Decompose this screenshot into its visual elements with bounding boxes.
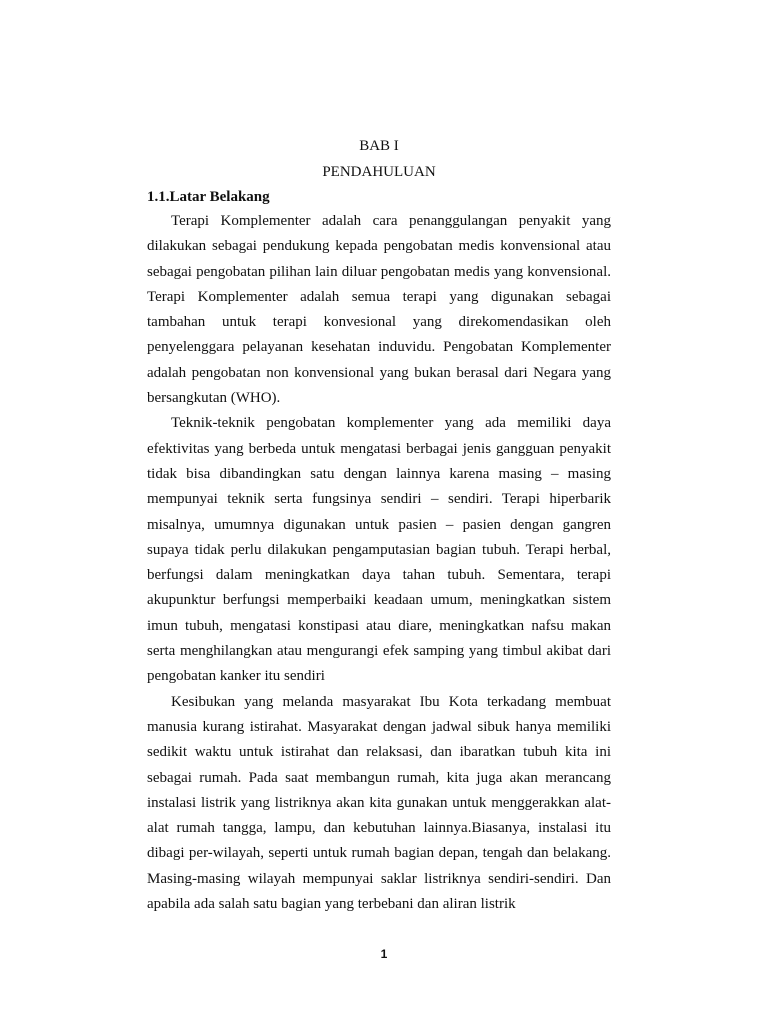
page-number: 1 <box>380 947 388 961</box>
paragraph-2: Teknik-teknik pengobatan komplementer yang ada memiliki daya efektivitas yang berbeda untuk mengatasi berbagai jenis gangguan penyakit tidak bisa dibandingkan satu dengan lainnya karena masing – masing mempunyai teknik serta fungsinya sendiri – sendiri. Terapi hiperbarik misalnya, umumnya digunakan untuk pasien – pasien dengan gangren supaya tidak perlu dilakukan pengamputasian bagian tubuh. Terapi herbal, berfungsi dalam meningkatkan daya tahan tubuh. Sementara, terapi akupunktur berfungsi memperbaiki keadaan umum, meningkatkan sistem imun tubuh, mengatasi konstipasi atau diare, meningkatkan nafsu makan serta menghilangkan atau mengurangi efek samping yang timbul akibat dari pengobatan kanker itu sendiri <box>147 415 611 685</box>
chapter-title: PENDAHULUAN <box>322 164 436 180</box>
chapter-number: BAB I <box>359 138 399 154</box>
section-heading: 1.1.Latar Belakang <box>147 189 270 205</box>
paragraph-1: Terapi Komplementer adalah cara penanggulangan penyakit yang dilakukan sebagai pendukung kepada pengobatan medis konvensional atau sebagai pengobatan pilihan lain diluar pengobatan medis yang konvensional. Terapi Komplementer adalah semua terapi yang digunakan sebagai tambahan untuk terapi konvesional yang direkomendasikan oleh penyelenggara pelayanan kesehatan induvidu. Pengobatan Komplementer adalah pengobatan non konvensional yang bukan berasal dari Negara yang bersangkutan (WHO). <box>147 213 611 407</box>
paragraph-3: Kesibukan yang melanda masyarakat Ibu Kota terkadang membuat manusia kurang istirahat. Masyarakat dengan jadwal sibuk hanya memiliki sedikit waktu untuk istirahat dan relaksasi, dan ibaratkan tubuh kita ini sebagai rumah. Pada saat membangun rumah, kita juga akan merancang instalasi listrik yang listriknya akan kita gunakan untuk menggerakkan alat-alat rumah tangga, lampu, dan kebutuhan lainnya.Biasanya, instalasi itu dibagi per-wilayah, seperti untuk rumah bagian depan, tengah dan belakang. Masing-masing wilayah mempunyai saklar listriknya sendiri-sendiri. Dan apabila ada salah satu bagian yang terbebani dan aliran listrik <box>147 693 611 913</box>
body-text <box>147 209 611 917</box>
